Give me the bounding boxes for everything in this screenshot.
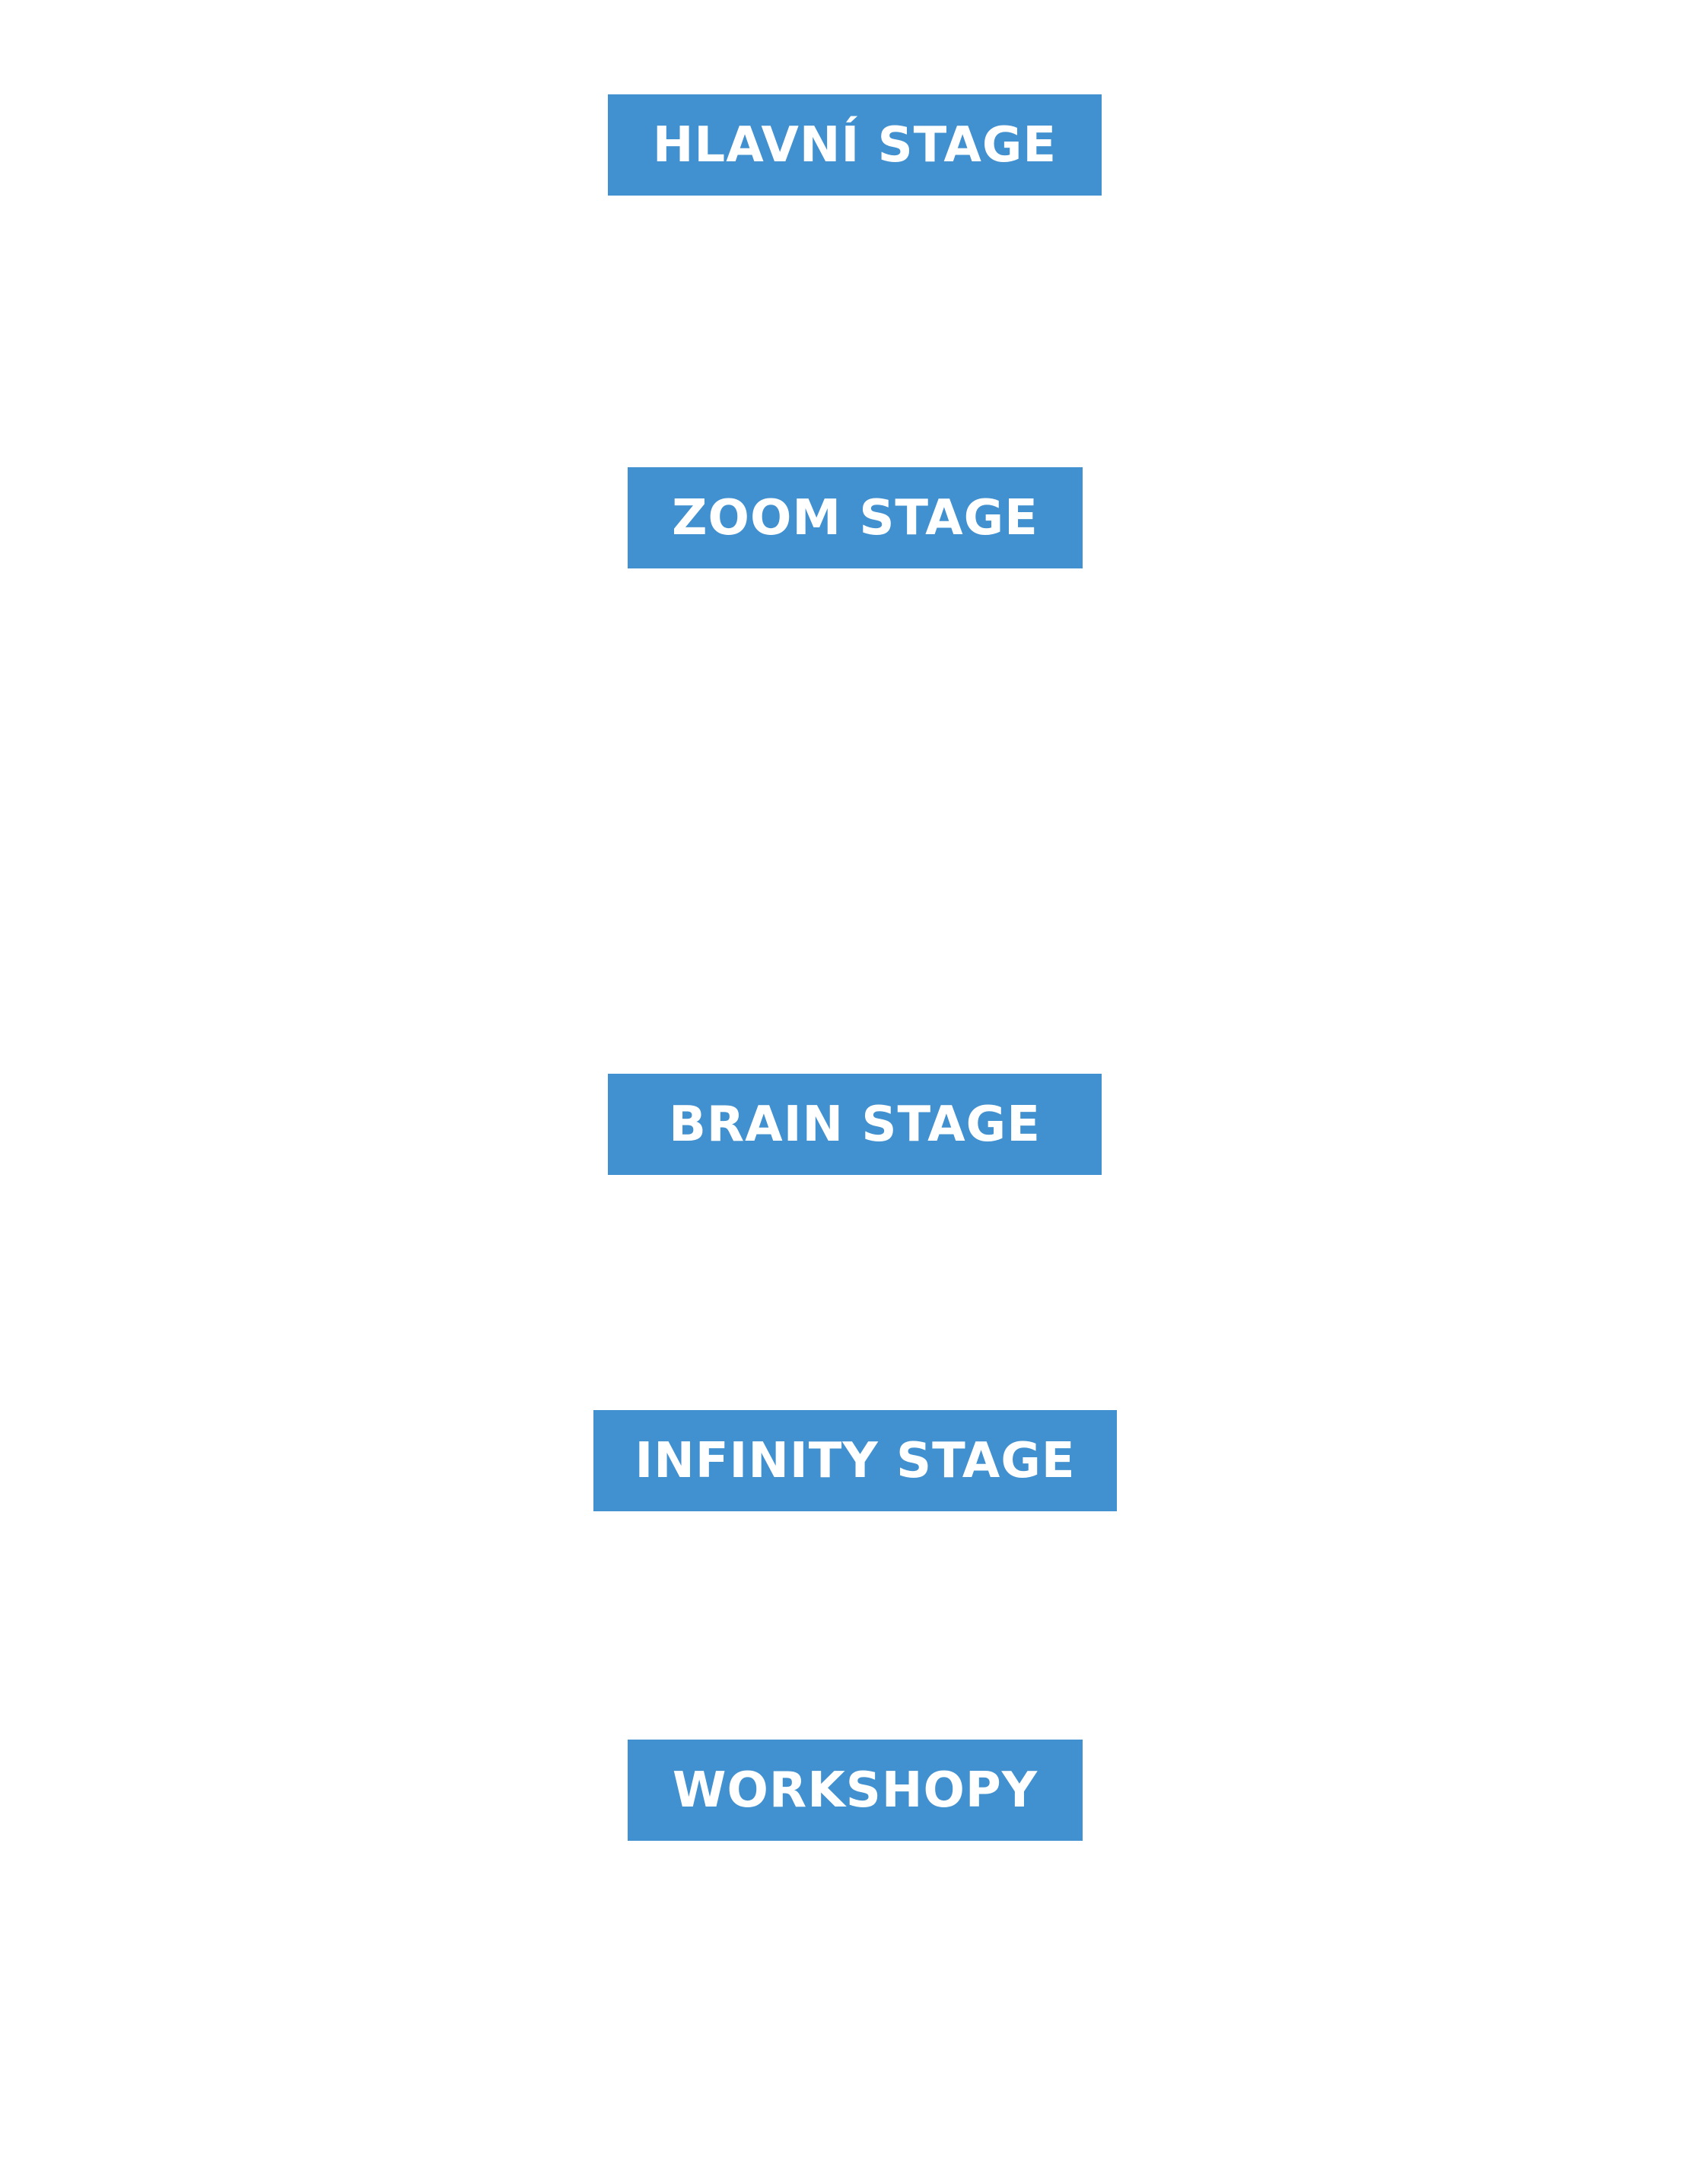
zoom-stage-label: ZOOM STAGE bbox=[628, 467, 1083, 568]
workshopy-label: WORKSHOPY bbox=[628, 1740, 1083, 1841]
brain-stage-label: BRAIN STAGE bbox=[608, 1074, 1102, 1175]
infinity-stage-label: INFINITY STAGE bbox=[593, 1410, 1117, 1511]
hlavni-stage-label: HLAVNÍ STAGE bbox=[608, 94, 1102, 196]
